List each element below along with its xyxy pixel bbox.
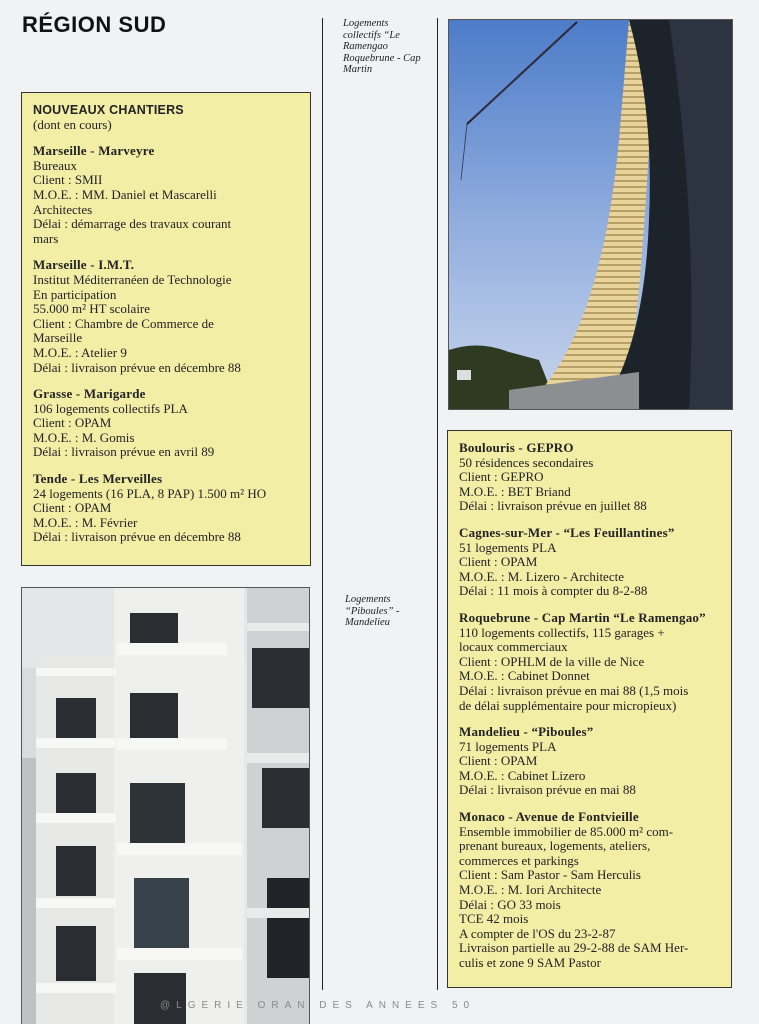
project-detail-line: Délai : livraison prévue en juillet 88 (459, 498, 647, 514)
page-title: RÉGION SUD (22, 12, 167, 37)
project-detail-line: Client : OPAM (459, 554, 538, 570)
project-block (459, 725, 720, 798)
project-detail-line: M.O.E. : M. Iori Architecte (459, 882, 602, 898)
project-detail-line: A compter de l'OS du 23-2-87 (459, 925, 616, 941)
project-heading: Mandelieu - “Piboules” (459, 724, 594, 740)
project-block (459, 526, 720, 599)
left-project-list (33, 144, 299, 545)
project-block (459, 810, 720, 971)
project-detail-line: 110 logements collectifs, 115 garages + (459, 624, 665, 640)
project-heading: Monaco - Avenue de Fontvieille (459, 809, 639, 825)
right-project-list (459, 441, 720, 971)
project-detail-line: 51 logements PLA (459, 539, 557, 555)
project-detail-line: TCE 42 mois (459, 911, 529, 927)
project-detail-line: commerces et parkings (459, 852, 579, 868)
project-detail-line: Délai : démarrage des travaux courant (33, 216, 232, 232)
caption-piboules: Logements “Piboules” - Mandelieu (345, 594, 400, 628)
project-detail-line: Client : GEPRO (459, 469, 544, 485)
project-detail-line: Ensemble immobilier de 85.000 m² com- (459, 823, 674, 839)
project-detail-line: Client : OPHLM de la ville de Nice (459, 653, 645, 669)
project-detail-line: culis et zone 9 SAM Pastor (459, 955, 601, 970)
project-heading: Boulouris - GEPRO (459, 440, 574, 455)
project-detail-line: 24 logements (16 PLA, 8 PAP) 1.500 m² HO (33, 485, 267, 501)
project-detail-line: Délai : GO 33 mois (459, 896, 561, 912)
project-detail-line: M.O.E. : Cabinet Donnet (459, 668, 590, 684)
photo-ramengao-building (448, 19, 733, 410)
project-detail-line: Client : Chambre de Commerce de (33, 315, 214, 331)
project-detail-line: M.O.E. : MM. Daniel et Mascarelli (33, 186, 217, 202)
piboules-building-image (22, 588, 310, 1024)
project-detail-line: En participation (33, 286, 117, 302)
photo-piboules-building (21, 587, 310, 1024)
project-heading: Cagnes-sur-Mer - “Les Feuillantines” (459, 524, 675, 540)
project-detail-line: mars (33, 230, 59, 246)
project-detail-line: Délai : livraison prévue en décembre 88 (33, 359, 241, 375)
project-detail-line: Marseille (33, 330, 83, 346)
project-detail-line: locaux commerciaux (459, 639, 568, 655)
project-detail-line: M.O.E. : M. Gomis (33, 429, 135, 445)
column-divider-left (322, 18, 323, 990)
project-detail-line: 55.000 m² HT scolaire (33, 301, 151, 317)
new-sites-box-left (21, 92, 311, 566)
project-detail-line: Client : Sam Pastor - Sam Herculis (459, 867, 641, 883)
project-detail-line: M.O.E. : BET Briand (459, 483, 571, 499)
project-detail-line: de délai supplémentaire pour micropieux) (459, 697, 677, 713)
project-detail-line: 71 logements PLA (459, 738, 557, 754)
project-detail-line: M.O.E. : Cabinet Lizero (459, 767, 586, 783)
new-sites-box-right (447, 430, 732, 988)
project-detail-line: Délai : livraison prévue en mai 88 (459, 782, 636, 798)
project-heading: Tende - Les Merveilles (33, 471, 163, 487)
box-subheading: (dont en cours) (33, 116, 112, 132)
project-block (459, 441, 720, 514)
ramengao-building-image (449, 20, 733, 410)
project-detail-line: Institut Méditerranéen de Technologie (33, 271, 232, 287)
project-block (33, 258, 299, 375)
footer-watermark: @LGERIE ORAN DES ANNEES 50 (160, 1000, 476, 1011)
project-detail-line: Délai : livraison prévue en avril 89 (33, 444, 215, 460)
project-detail-line: M.O.E. : M. Lizero - Architecte (459, 568, 624, 584)
project-detail-line: M.O.E. : M. Février (33, 514, 138, 530)
project-block (33, 472, 299, 545)
project-detail-line: Délai : livraison prévue en décembre 88 (33, 529, 241, 545)
project-heading: Grasse - Marigarde (33, 386, 146, 402)
project-heading: Roquebrune - Cap Martin “Le Ramengao” (459, 609, 706, 625)
project-block (33, 144, 299, 246)
project-detail-line: prenant bureaux, logements, ateliers, (459, 838, 651, 854)
project-detail-line: 50 résidences secondaires (459, 454, 594, 470)
project-detail-line: Client : OPAM (459, 753, 538, 769)
project-heading: Marseille - Marveyre (33, 143, 155, 159)
project-detail-line: Client : SMII (33, 172, 103, 188)
project-block (33, 387, 299, 460)
project-detail-line: Architectes (33, 201, 93, 217)
project-detail-line: Délai : 11 mois à compter du 8-2-88 (459, 583, 648, 599)
project-detail-line: Délai : livraison prévue en mai 88 (1,5 mois (459, 682, 689, 698)
project-detail-line: Client : OPAM (33, 500, 112, 516)
project-detail-line: Livraison partielle au 29-2-88 de SAM Her- (459, 940, 689, 956)
project-detail-line: M.O.E. : Atelier 9 (33, 344, 127, 360)
project-detail-line: Client : OPAM (33, 415, 112, 431)
column-divider-right (437, 18, 438, 990)
project-detail-line: 106 logements collectifs PLA (33, 400, 188, 416)
caption-ramengao: Logements collectifs “Le Ramengao Roquebrune - Cap Martin (343, 18, 421, 75)
project-heading: Marseille - I.M.T. (33, 257, 135, 273)
project-block (459, 611, 720, 713)
box-heading: NOUVEAUX CHANTIERS (33, 103, 184, 117)
project-detail-line: Bureaux (33, 157, 78, 173)
